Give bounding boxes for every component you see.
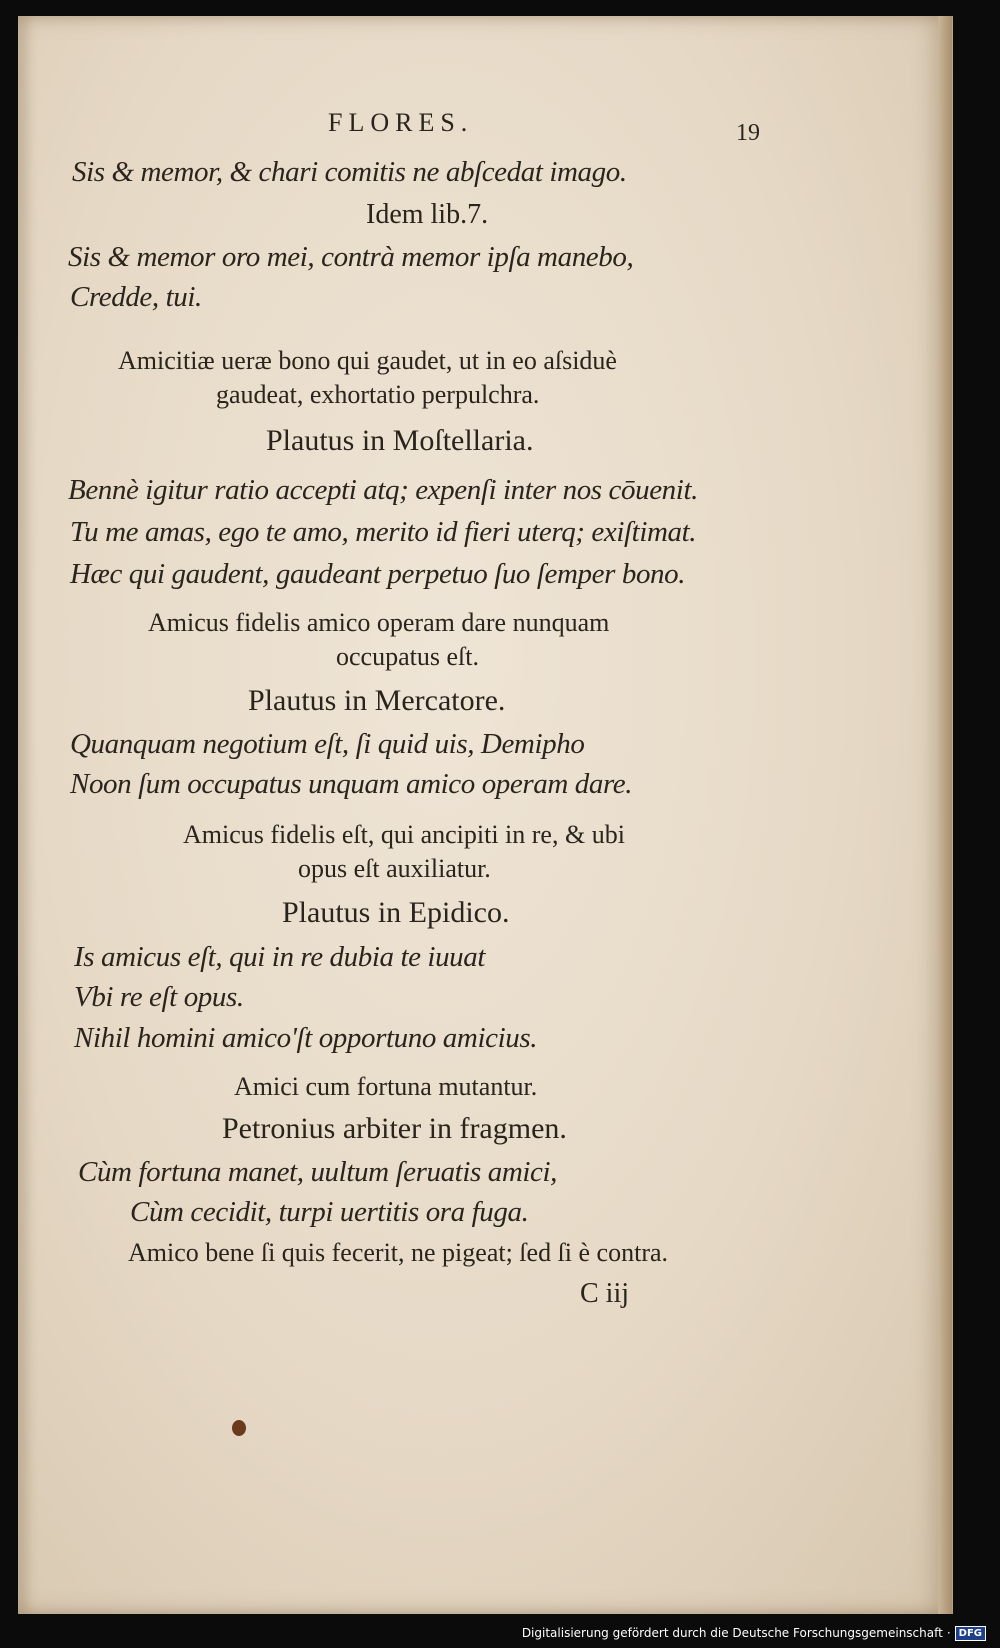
section-heading: Petronius arbiter in fragmen.: [222, 1112, 567, 1145]
section-heading: Plautus in Epidico.: [282, 896, 510, 929]
text-line: Sis & memor, & chari comitis ne abſcedat imago.: [72, 156, 627, 188]
text-line: Amicitiæ ueræ bono qui gaudet, ut in eo aſsiduè: [118, 346, 617, 375]
text-line: Amici cum fortuna mutantur.: [234, 1072, 538, 1101]
text-line: Hæc qui gaudent, gaudeant perpetuo ſuo ſemper bono.: [70, 558, 686, 590]
text-line: Noon ſum occupatus unquam amico operam dare.: [70, 768, 633, 800]
section-heading: Plautus in Mercatore.: [248, 684, 506, 717]
page-edge: [938, 16, 952, 1614]
text-line: Cùm fortuna manet, uultum ſeruatis amici,: [78, 1156, 558, 1188]
signature-mark: C iij: [580, 1278, 630, 1309]
text-line: Amico bene ſi quis fecerit, ne pigeat; ſed ſi è contra.: [128, 1238, 669, 1267]
dfg-logo-icon: DFG: [955, 1626, 986, 1641]
section-heading: Plautus in Moſtellaria.: [266, 424, 534, 457]
text-line: Tu me amas, ego te amo, merito id fieri uterq; exiſtimat.: [70, 516, 697, 548]
text-line: Quanquam negotium eſt, ſi quid uis, Demipho: [70, 728, 585, 760]
text-line: Sis & memor oro mei, contrà memor ipſa manebo,: [68, 241, 634, 273]
text-line: Idem lib.7.: [366, 199, 489, 230]
text-line: Cùm cecidit, turpi uertitis ora fuga.: [130, 1196, 529, 1228]
text-line: Is amicus eſt, qui in re dubia te iuuat: [74, 941, 486, 973]
text-line: Amicus fidelis amico operam dare nunquam: [148, 608, 610, 637]
text-line: Nihil homini amico'ſt opportuno amicius.: [74, 1022, 538, 1054]
footer-separator: ·: [946, 1626, 951, 1640]
text-line: Bennè igitur ratio accepti atq; expenſi inter nos cōuenit.: [68, 474, 698, 506]
running-head: FLORES.: [328, 108, 474, 137]
book-page: [18, 16, 953, 1614]
text-line: occupatus eſt.: [336, 642, 479, 671]
digitization-footer: [522, 1622, 986, 1644]
ink-stain: [232, 1420, 246, 1436]
text-line: gaudeat, exhortatio perpulchra.: [216, 380, 540, 409]
text-line: Vbi re eſt opus.: [74, 981, 244, 1013]
footer-text: Digitalisierung gefördert durch die Deutsche Forschungsgemeinschaft: [521, 1626, 943, 1640]
text-line: Amicus fidelis eſt, qui ancipiti in re, & ubi: [183, 820, 625, 849]
page-number: 19: [736, 120, 760, 146]
text-line: opus eſt auxiliatur.: [298, 854, 491, 883]
text-line: Credde, tui.: [70, 281, 202, 313]
